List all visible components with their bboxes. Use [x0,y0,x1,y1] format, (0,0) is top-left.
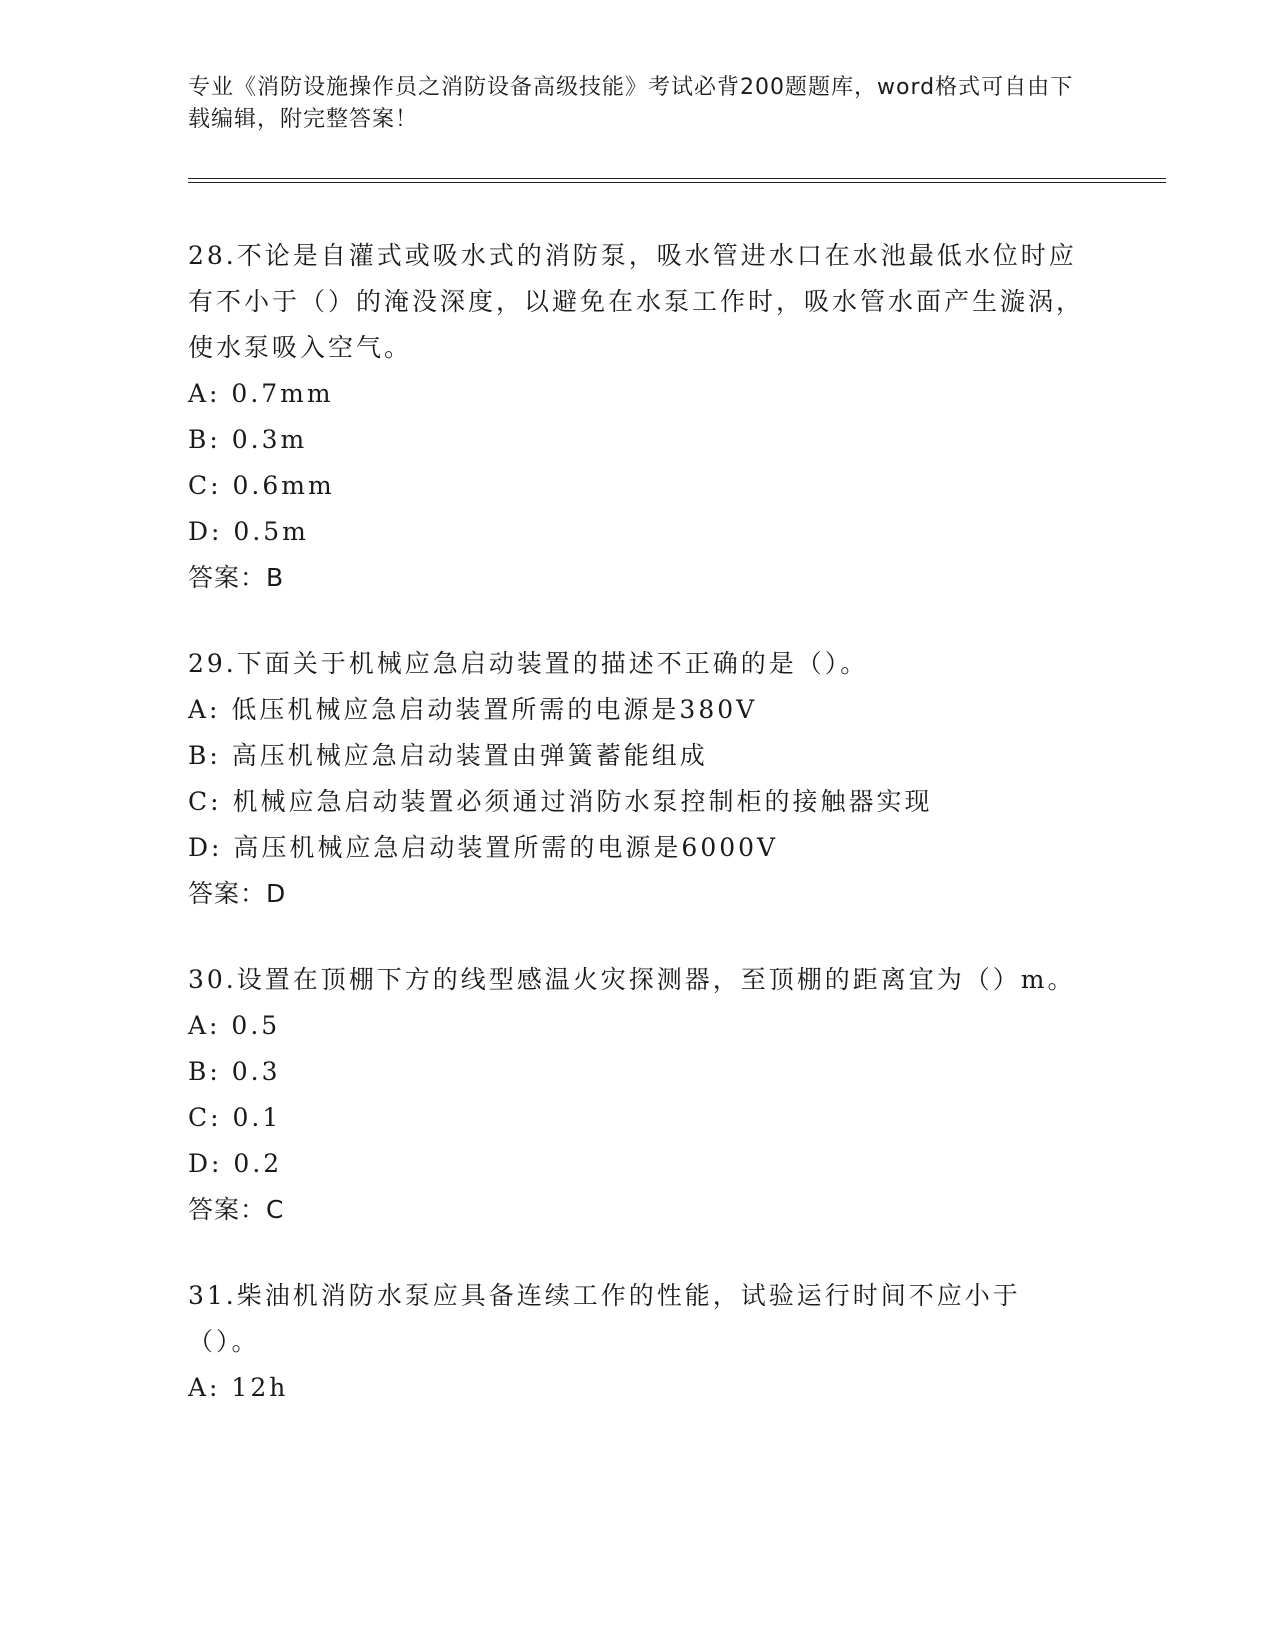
option-c: C: 0.1 [188,1103,282,1132]
option-d: D: 0.2 [188,1149,283,1178]
question-29 [188,641,1088,917]
question-31 [188,1273,1088,1411]
option-d: D: 高压机械应急启动装置所需的电源是6000V [188,833,779,862]
question-stem: 28.不论是自灌式或吸水式的消防泵，吸水管进水口在水池最低水位时应有不小于（）的淹没深度，以避免在水泵工作时，吸水管水面产生漩涡，使水泵吸入空气。 [188,241,1085,362]
question-stem: 29.下面关于机械应急启动装置的描述不正确的是（）。 [188,649,869,678]
option-a: A: 12h [188,1373,289,1402]
option-a: A: 低压机械应急启动装置所需的电源是380V [188,695,758,724]
answer-label: 答案：D [188,879,287,908]
answer-label: 答案：C [188,1195,285,1224]
page-header: 专业《消防设施操作员之消防设备高级技能》考试必背200题题库，word格式可自由下载编辑，附完整答案！ [188,75,1074,132]
option-b: B: 0.3 [188,1057,281,1086]
option-b: B: 高压机械应急启动装置由弹簧蓄能组成 [188,741,708,770]
question-list [188,233,1088,1451]
header-divider [188,178,1166,183]
question-28 [188,233,1088,601]
option-c: C: 0.6mm [188,471,335,500]
option-c: C: 机械应急启动装置必须通过消防水泵控制柜的接触器实现 [188,787,933,816]
option-a: A: 0.5 [188,1011,281,1040]
option-b: B: 0.3m [188,425,308,454]
option-d: D: 0.5m [188,517,309,546]
option-a: A: 0.7mm [188,379,334,408]
question-stem: 31.柴油机消防水泵应具备连续工作的性能，试验运行时间不应小于（）。 [188,1281,1021,1356]
question-30 [188,957,1088,1233]
answer-label: 答案：B [188,563,285,592]
question-stem: 30.设置在顶棚下方的线型感温火灾探测器，至顶棚的距离宜为（）m。 [188,965,1076,994]
